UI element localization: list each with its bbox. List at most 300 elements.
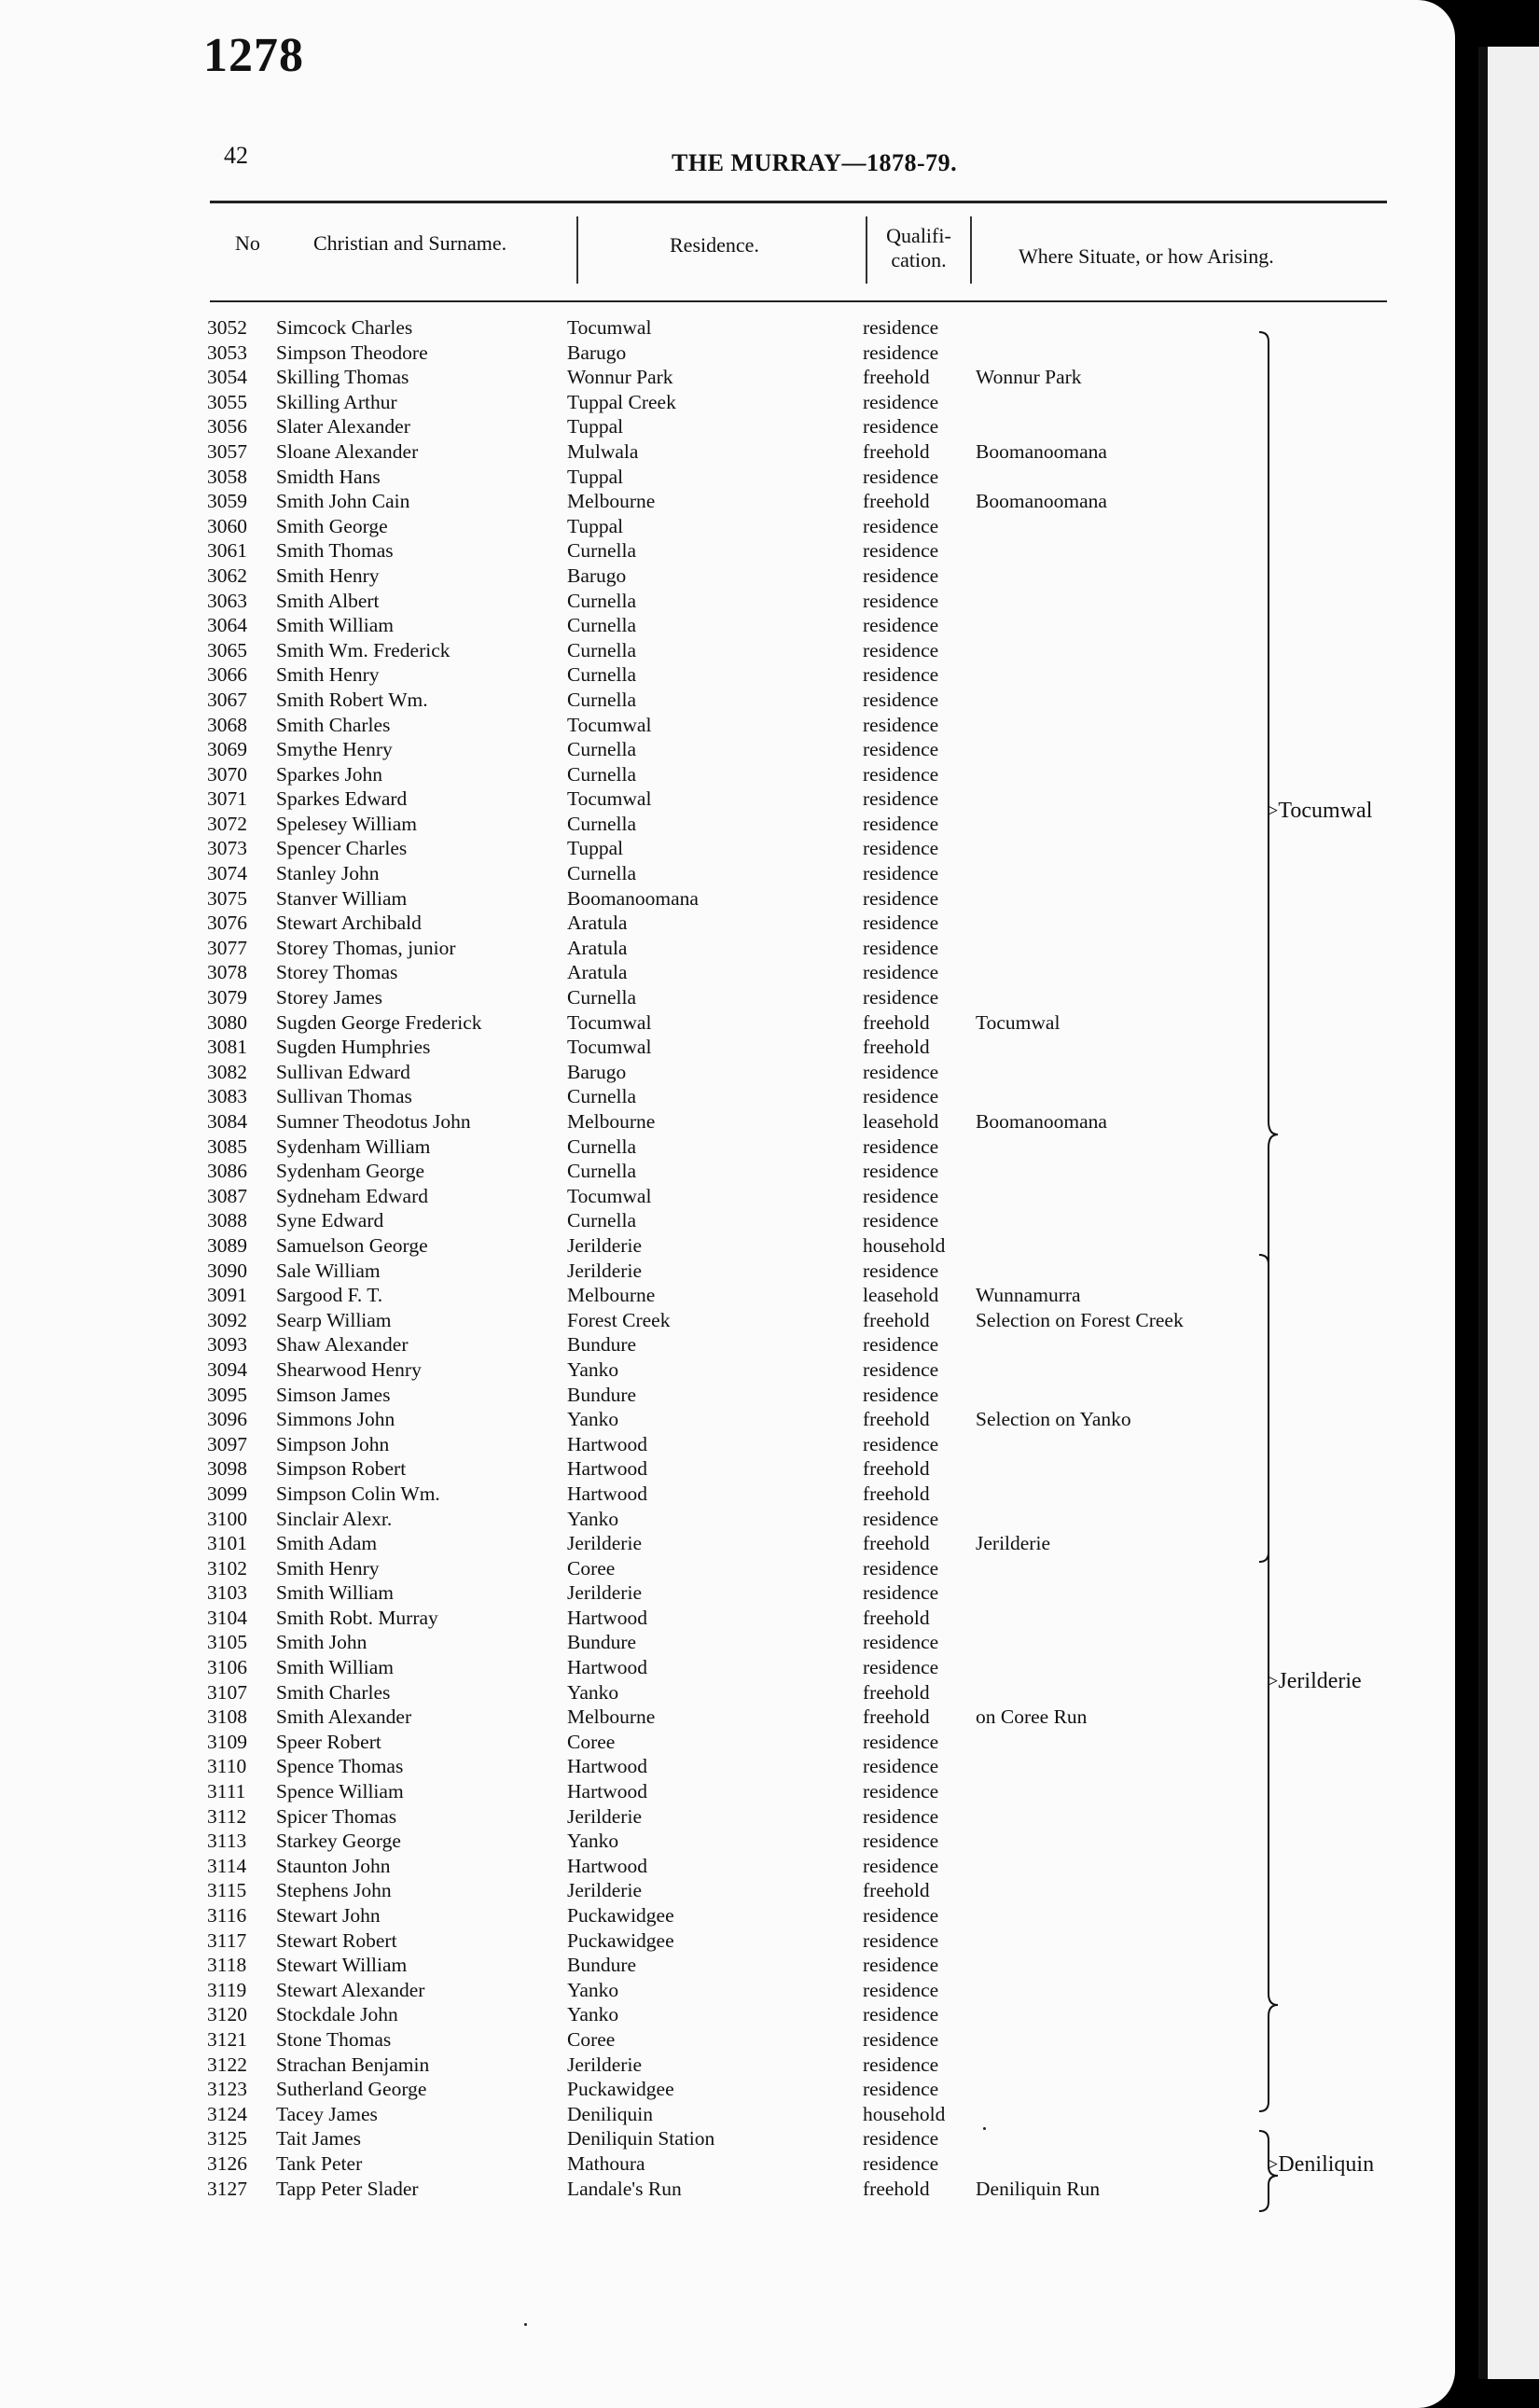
table-row: [0, 315, 1455, 341]
entry-qualification: residence: [863, 986, 939, 1009]
entry-name: Simpson Colin Wm.: [276, 1482, 440, 1505]
table-row: [0, 1580, 1455, 1606]
entry-qualification: residence: [863, 1259, 939, 1282]
entry-qualification: residence: [863, 1631, 939, 1654]
entry-number: 3100: [207, 1507, 247, 1530]
table-row: [0, 1655, 1455, 1680]
entry-qualification: residence: [863, 1357, 939, 1381]
entry-number: 3106: [207, 1656, 247, 1679]
header-residence: Residence.: [670, 233, 759, 257]
entry-qualification: residence: [863, 1160, 939, 1183]
entry-name: Sydenham George: [276, 1160, 425, 1183]
table-row: [0, 786, 1455, 812]
entry-qualification: residence: [863, 886, 939, 910]
entry-qualification: leasehold: [863, 1284, 939, 1307]
entry-name: Tank Peter: [276, 2151, 363, 2175]
entry-qualification: freehold: [863, 366, 930, 389]
entry-residence: Curnella: [567, 638, 637, 661]
entry-residence: Curnella: [567, 1160, 637, 1183]
entry-qualification: residence: [863, 688, 939, 711]
entry-residence: Curnella: [567, 862, 637, 885]
entry-residence: Mulwala: [567, 439, 639, 463]
table-row: [0, 414, 1455, 439]
entry-number: 3097: [207, 1432, 247, 1455]
adjacent-page-paper: [1488, 47, 1539, 2379]
entry-name: Smidth Hans: [276, 465, 381, 488]
entry-number: 3121: [207, 2027, 247, 2051]
entry-name: Storey Thomas, junior: [276, 936, 456, 959]
entry-residence: Aratula: [567, 961, 628, 984]
entry-qualification: residence: [863, 2053, 939, 2076]
entry-number: 3113: [207, 1830, 247, 1853]
entry-residence: Barugo: [567, 564, 627, 587]
entry-qualification: residence: [863, 1085, 939, 1108]
entry-qualification: residence: [863, 1432, 939, 1455]
entry-number: 3110: [207, 1755, 247, 1778]
entry-where-situate: Jerilderie: [976, 1532, 1050, 1555]
entry-residence: Tocumwal: [567, 316, 652, 339]
entry-name: Stanley John: [276, 862, 380, 885]
entry-name: Sale William: [276, 1259, 381, 1282]
entry-qualification: leasehold: [863, 1110, 939, 1133]
table-row: [0, 439, 1455, 465]
entry-qualification: residence: [863, 1854, 939, 1877]
entry-name: Starkey George: [276, 1830, 401, 1853]
entry-residence: Bundure: [567, 1383, 637, 1406]
entry-number: 3061: [207, 539, 247, 563]
entry-qualification: residence: [863, 663, 939, 687]
entry-number: 3064: [207, 614, 247, 637]
entry-residence: Barugo: [567, 1060, 627, 1083]
header-rule-top: [210, 201, 1387, 203]
entry-name: Simson James: [276, 1383, 391, 1406]
entry-qualification: residence: [863, 564, 939, 587]
entry-number: 3102: [207, 1556, 247, 1580]
table-row: [0, 1779, 1455, 1804]
entry-residence: Tuppal: [567, 415, 624, 438]
entry-qualification: residence: [863, 2003, 939, 2026]
entry-residence: Deniliquin Station: [567, 2127, 715, 2150]
entry-name: Smith Adam: [276, 1532, 378, 1555]
entry-residence: Curnella: [567, 1209, 637, 1232]
entry-name: Simmons John: [276, 1408, 395, 1431]
entry-residence: Melbourne: [567, 1110, 656, 1133]
entry-qualification: residence: [863, 1060, 939, 1083]
entry-residence: Jerilderie: [567, 1233, 642, 1257]
entry-qualification: residence: [863, 589, 939, 612]
entry-name: Sparkes John: [276, 762, 383, 786]
entry-number: 3070: [207, 762, 247, 786]
entry-residence: Coree: [567, 2027, 616, 2051]
entry-qualification: residence: [863, 1830, 939, 1853]
entry-name: Simcock Charles: [276, 316, 413, 339]
table-row: [0, 1084, 1455, 1109]
column-separator: [576, 216, 578, 284]
entry-number: 3096: [207, 1408, 247, 1431]
entry-residence: Wonnur Park: [567, 366, 673, 389]
entry-name: Smythe Henry: [276, 738, 393, 761]
entry-qualification: freehold: [863, 439, 930, 463]
column-separator: [970, 216, 972, 284]
entry-name: Sloane Alexander: [276, 439, 419, 463]
entry-qualification: household: [863, 2102, 946, 2125]
entry-name: Stewart Alexander: [276, 1978, 425, 2001]
stamp-number: 1278: [203, 29, 304, 82]
entry-residence: Jerilderie: [567, 1879, 642, 1902]
entry-name: Sydneham Edward: [276, 1184, 429, 1207]
table-row: [0, 1829, 1455, 1854]
header-name: Christian and Surname.: [313, 231, 507, 255]
entry-number: 3054: [207, 366, 247, 389]
entry-qualification: residence: [863, 2078, 939, 2101]
entry-name: Smith John: [276, 1631, 367, 1654]
entry-residence: Puckawidgee: [567, 1904, 674, 1927]
entry-residence: Curnella: [567, 762, 637, 786]
entry-residence: Curnella: [567, 738, 637, 761]
entry-residence: Tocumwal: [567, 713, 652, 736]
entry-number: 3126: [207, 2151, 247, 2175]
table-row: [0, 1010, 1455, 1036]
table-row: [0, 638, 1455, 663]
entry-name: Smith Albert: [276, 589, 380, 612]
table-row: [0, 985, 1455, 1010]
table-row: [0, 1606, 1455, 1631]
entry-number: 3063: [207, 589, 247, 612]
table-row: [0, 812, 1455, 837]
entry-qualification: residence: [863, 1730, 939, 1753]
table-row: [0, 1854, 1455, 1879]
table-row: [0, 911, 1455, 936]
entry-residence: Tocumwal: [567, 1036, 652, 1059]
group-name: Tocumwal: [1278, 799, 1373, 823]
entry-name: Smith Charles: [276, 1680, 391, 1704]
table-row: [0, 1308, 1455, 1333]
table-row: [0, 564, 1455, 589]
speck: [524, 2323, 527, 2326]
entry-number: 3079: [207, 986, 247, 1009]
entry-number: 3068: [207, 713, 247, 736]
entry-name: Stewart John: [276, 1904, 381, 1927]
entry-residence: Curnella: [567, 688, 637, 711]
entry-number: 3081: [207, 1036, 247, 1059]
entry-qualification: residence: [863, 316, 939, 339]
entry-qualification: residence: [863, 1656, 939, 1679]
entry-number: 3085: [207, 1134, 247, 1158]
entry-number: 3123: [207, 2078, 247, 2101]
entry-qualification: residence: [863, 1755, 939, 1778]
entry-name: Smith Robt. Murray: [276, 1606, 438, 1629]
entry-qualification: residence: [863, 1928, 939, 1952]
entry-number: 3114: [207, 1854, 247, 1877]
entry-number: 3080: [207, 1010, 247, 1034]
entry-residence: Curnella: [567, 539, 637, 563]
entry-name: Stephens John: [276, 1879, 392, 1902]
entry-qualification: residence: [863, 862, 939, 885]
entry-residence: Melbourne: [567, 1705, 656, 1729]
table-row: [0, 1705, 1455, 1730]
table-row: [0, 688, 1455, 713]
entry-number: 3118: [207, 1954, 247, 1977]
table-row: [0, 2151, 1455, 2177]
entry-name: Staunton John: [276, 1854, 391, 1877]
entry-qualification: residence: [863, 415, 939, 438]
entry-residence: Curnella: [567, 589, 637, 612]
entry-name: Sullivan Thomas: [276, 1085, 412, 1108]
entry-name: Searp William: [276, 1308, 392, 1331]
table-row: [0, 1184, 1455, 1209]
entry-name: Sydenham William: [276, 1134, 431, 1158]
table-row: [0, 1233, 1455, 1259]
entry-residence: Tuppal Creek: [567, 390, 676, 413]
entry-number: 3055: [207, 390, 247, 413]
header-where: Where Situate, or how Arising.: [1019, 244, 1274, 268]
entry-qualification: residence: [863, 514, 939, 537]
entry-residence: Yanko: [567, 1408, 619, 1431]
entry-residence: Yanko: [567, 1978, 619, 2001]
table-row: [0, 1208, 1455, 1233]
entry-residence: Forest Creek: [567, 1308, 671, 1331]
entry-name: Smith William: [276, 614, 394, 637]
entry-number: 3120: [207, 2003, 247, 2026]
entry-residence: Barugo: [567, 341, 627, 364]
table-row: [0, 861, 1455, 886]
entry-number: 3082: [207, 1060, 247, 1083]
entry-residence: Yanko: [567, 2003, 619, 2026]
entry-number: 3065: [207, 638, 247, 661]
entry-name: Smith Thomas: [276, 539, 394, 563]
entry-qualification: residence: [863, 738, 939, 761]
entry-residence: Yanko: [567, 1680, 619, 1704]
table-row: [0, 489, 1455, 514]
group-name: Jerilderie: [1278, 1669, 1362, 1693]
entry-qualification: residence: [863, 961, 939, 984]
entry-qualification: residence: [863, 1804, 939, 1828]
entry-name: Skilling Thomas: [276, 366, 409, 389]
table-row: [0, 613, 1455, 638]
entry-residence: Boomanoomana: [567, 886, 699, 910]
table-row: [0, 1953, 1455, 1978]
table-row: [0, 1928, 1455, 1954]
table-row: [0, 836, 1455, 861]
speck: [983, 2127, 986, 2130]
entry-residence: Jerilderie: [567, 1259, 642, 1282]
entry-qualification: freehold: [863, 1680, 930, 1704]
entry-name: Simpson Theodore: [276, 341, 428, 364]
entry-qualification: residence: [863, 1556, 939, 1580]
entry-number: 3057: [207, 439, 247, 463]
entry-qualification: residence: [863, 1507, 939, 1530]
table-row: [0, 1383, 1455, 1408]
entry-where-situate: Wunnamurra: [976, 1284, 1081, 1307]
table-row: [0, 365, 1455, 390]
entry-name: Skilling Arthur: [276, 390, 397, 413]
table-row: [0, 1754, 1455, 1779]
entry-where-situate: Selection on Yanko: [976, 1408, 1131, 1431]
entry-name: Spencer Charles: [276, 837, 408, 860]
entry-residence: Yanko: [567, 1507, 619, 1530]
entry-residence: Yanko: [567, 1830, 619, 1853]
entry-name: Sparkes Edward: [276, 787, 408, 811]
entry-residence: Curnella: [567, 986, 637, 1009]
entry-number: 3062: [207, 564, 247, 587]
table-row: [0, 662, 1455, 688]
table-row: [0, 1357, 1455, 1383]
entry-qualification: residence: [863, 762, 939, 786]
entry-qualification: freehold: [863, 1408, 930, 1431]
entry-number: 3119: [207, 1978, 247, 2001]
entry-name: Stewart Robert: [276, 1928, 397, 1952]
entry-residence: Aratula: [567, 912, 628, 935]
entry-number: 3098: [207, 1457, 247, 1481]
table-row: [0, 1903, 1455, 1928]
entry-qualification: freehold: [863, 1606, 930, 1629]
table-row: [0, 1556, 1455, 1581]
entry-name: Smith Henry: [276, 1556, 380, 1580]
entry-name: Sargood F. T.: [276, 1284, 383, 1307]
entry-number: 3107: [207, 1680, 247, 1704]
entry-qualification: residence: [863, 1904, 939, 1927]
entry-name: Stone Thomas: [276, 2027, 392, 2051]
entry-residence: Hartwood: [567, 1606, 647, 1629]
entry-number: 3069: [207, 738, 247, 761]
entry-name: Smith George: [276, 514, 388, 537]
table-row: [0, 2126, 1455, 2151]
entry-number: 3078: [207, 961, 247, 984]
entry-qualification: freehold: [863, 490, 930, 513]
entry-qualification: residence: [863, 2151, 939, 2175]
entry-where-situate: Selection on Forest Creek: [976, 1308, 1184, 1331]
table-row: [0, 1507, 1455, 1532]
entry-qualification: residence: [863, 2027, 939, 2051]
entry-qualification: freehold: [863, 1482, 930, 1505]
entry-residence: Tuppal: [567, 465, 624, 488]
entry-residence: Tuppal: [567, 837, 624, 860]
entry-qualification: residence: [863, 614, 939, 637]
entry-residence: Landale's Run: [567, 2177, 682, 2200]
running-title: THE MURRAY—1878-79.: [672, 149, 958, 176]
entry-where-situate: Boomanoomana: [976, 1110, 1107, 1133]
table-row: [0, 1060, 1455, 1085]
entry-name: Spicer Thomas: [276, 1804, 397, 1828]
entry-residence: Hartwood: [567, 1482, 647, 1505]
entry-qualification: residence: [863, 465, 939, 488]
entry-residence: Curnella: [567, 812, 637, 835]
entry-number: 3127: [207, 2177, 247, 2200]
table-row: [0, 713, 1455, 738]
entry-number: 3089: [207, 1233, 247, 1257]
entry-residence: Jerilderie: [567, 2053, 642, 2076]
table-row: [0, 936, 1455, 961]
entry-number: 3071: [207, 787, 247, 811]
entry-residence: Hartwood: [567, 1755, 647, 1778]
entry-residence: Curnella: [567, 663, 637, 687]
entry-name: Simpson Robert: [276, 1457, 407, 1481]
entry-residence: Tocumwal: [567, 1184, 652, 1207]
header-qualification: Qualifi- cation.: [886, 224, 951, 271]
entry-residence: Jerilderie: [567, 1532, 642, 1555]
entry-name: Spence Thomas: [276, 1755, 404, 1778]
entry-residence: Hartwood: [567, 1780, 647, 1803]
table-row: [0, 538, 1455, 564]
table-row: [0, 886, 1455, 912]
entry-qualification: residence: [863, 1333, 939, 1357]
entry-name: Stockdale John: [276, 2003, 398, 2026]
header-rule-bottom: [210, 300, 1387, 302]
table-row: [0, 2053, 1455, 2078]
entry-name: Sutherland George: [276, 2078, 427, 2101]
entry-number: 3056: [207, 415, 247, 438]
entry-number: 3099: [207, 1482, 247, 1505]
table-row: [0, 1332, 1455, 1357]
entry-qualification: freehold: [863, 2177, 930, 2200]
table-row: [0, 589, 1455, 614]
entry-residence: Jerilderie: [567, 1804, 642, 1828]
table-row: [0, 960, 1455, 985]
table-row: [0, 1630, 1455, 1655]
entry-number: 3059: [207, 490, 247, 513]
entry-name: Smith Charles: [276, 713, 391, 736]
entry-number: 3060: [207, 514, 247, 537]
table-row: [0, 465, 1455, 490]
group-label-tocumwal: >Tocumwal: [1267, 799, 1373, 823]
entry-number: 3053: [207, 341, 247, 364]
entry-number: 3076: [207, 912, 247, 935]
entry-residence: Melbourne: [567, 1284, 656, 1307]
table-row: [0, 1432, 1455, 1457]
entry-name: Storey Thomas: [276, 961, 398, 984]
entry-name: Shaw Alexander: [276, 1333, 409, 1357]
table-row: [0, 1878, 1455, 1903]
entry-number: 3093: [207, 1333, 247, 1357]
entry-number: 3104: [207, 1606, 247, 1629]
entry-name: Samuelson George: [276, 1233, 428, 1257]
entry-residence: Bundure: [567, 1333, 637, 1357]
table-row: [0, 762, 1455, 787]
group-label-deniliquin: >Deniliquin: [1267, 2152, 1375, 2177]
table-row: [0, 2002, 1455, 2027]
table-row: [0, 1159, 1455, 1184]
group-brackets: [1241, 327, 1464, 2239]
group-label-jerilderie: >Jerilderie: [1267, 1669, 1362, 1693]
entry-residence: Yanko: [567, 1357, 619, 1381]
entry-number: 3067: [207, 688, 247, 711]
entry-qualification: residence: [863, 1954, 939, 1977]
entry-qualification: freehold: [863, 1532, 930, 1555]
register-table: [0, 315, 1455, 2201]
entry-name: Shearwood Henry: [276, 1357, 422, 1381]
entry-number: 3115: [207, 1879, 247, 1902]
entry-name: Stanver William: [276, 886, 408, 910]
entry-qualification: freehold: [863, 1036, 930, 1059]
entry-residence: Curnella: [567, 1085, 637, 1108]
entry-qualification: residence: [863, 1383, 939, 1406]
entry-name: Smith Robert Wm.: [276, 688, 428, 711]
entry-name: Smith John Cain: [276, 490, 410, 513]
entry-name: Speer Robert: [276, 1730, 381, 1753]
entry-residence: Puckawidgee: [567, 1928, 674, 1952]
entry-number: 3074: [207, 862, 247, 885]
table-row: [0, 341, 1455, 366]
entry-qualification: residence: [863, 1780, 939, 1803]
entry-residence: Coree: [567, 1556, 616, 1580]
entry-number: 3083: [207, 1085, 247, 1108]
entry-qualification: residence: [863, 936, 939, 959]
entry-number: 3091: [207, 1284, 247, 1307]
entry-name: Tacey James: [276, 2102, 378, 2125]
entry-number: 3094: [207, 1357, 247, 1381]
entry-residence: Coree: [567, 1730, 616, 1753]
table-row: [0, 1109, 1455, 1134]
